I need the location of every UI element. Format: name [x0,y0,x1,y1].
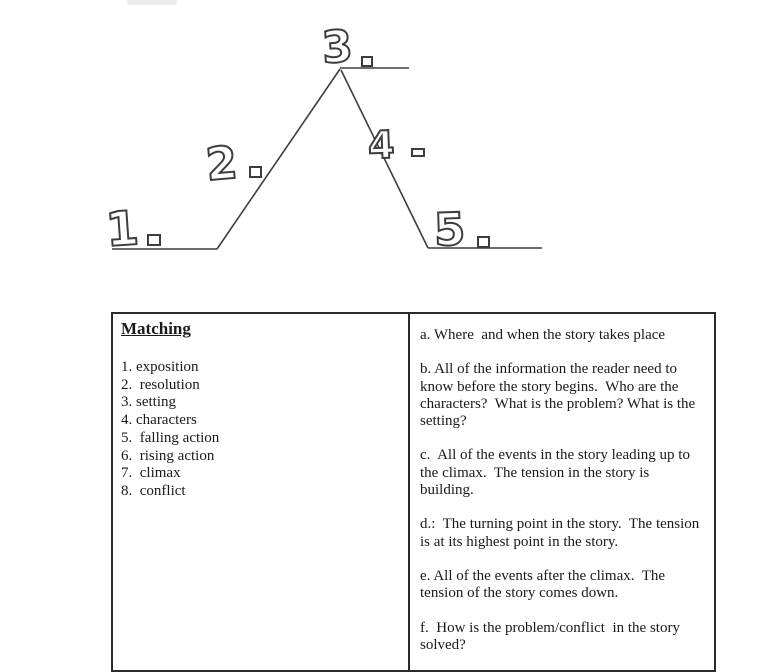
answer-box-2 [249,166,262,178]
term-resolution: 2. resolution [121,376,200,393]
matching-heading: Matching [121,319,191,338]
answer-box-5 [477,236,490,248]
definition-a: a. Where and when the story takes place [420,327,666,343]
plot-label-5: 5 [433,202,467,257]
definition-d: d.: The turning point in the story. The tension is at its highest point in the story. [420,516,704,550]
definition-c: c. All of the events in the story leading up to the climax. The tension in the story is building. [420,447,694,499]
term-climax: 7. climax [121,465,181,482]
term-conflict: 8. conflict [121,482,186,499]
plot-structure-diagram [0,0,768,300]
answer-box-1 [147,234,161,246]
plot-label-4: 4 [367,122,396,168]
term-falling-action: 5. falling action [121,429,220,446]
term-characters: 4. characters [121,412,197,429]
term-setting: 3. setting [121,394,176,411]
term-exposition: 1. exposition [121,359,199,375]
answer-box-4 [411,148,425,157]
matching-table [111,312,716,672]
definition-f: f. How is the problem/conflict in the story solved? [420,619,684,653]
plot-label-3: 3 [320,20,355,75]
matching-terms-column [113,314,410,670]
matching-definitions-column [410,314,714,670]
term-rising-action: 6. rising action [121,447,215,464]
answer-box-3 [361,56,373,67]
plot-label-2: 2 [203,135,240,192]
definition-b: b. All of the information the reader need to know before the story begins. Who are the characters? What is the problem? What is the setting? [420,361,699,430]
definition-e: e. All of the events after the climax. The tension of the story comes down. [420,567,669,602]
plot-label-1: 1 [104,200,141,259]
